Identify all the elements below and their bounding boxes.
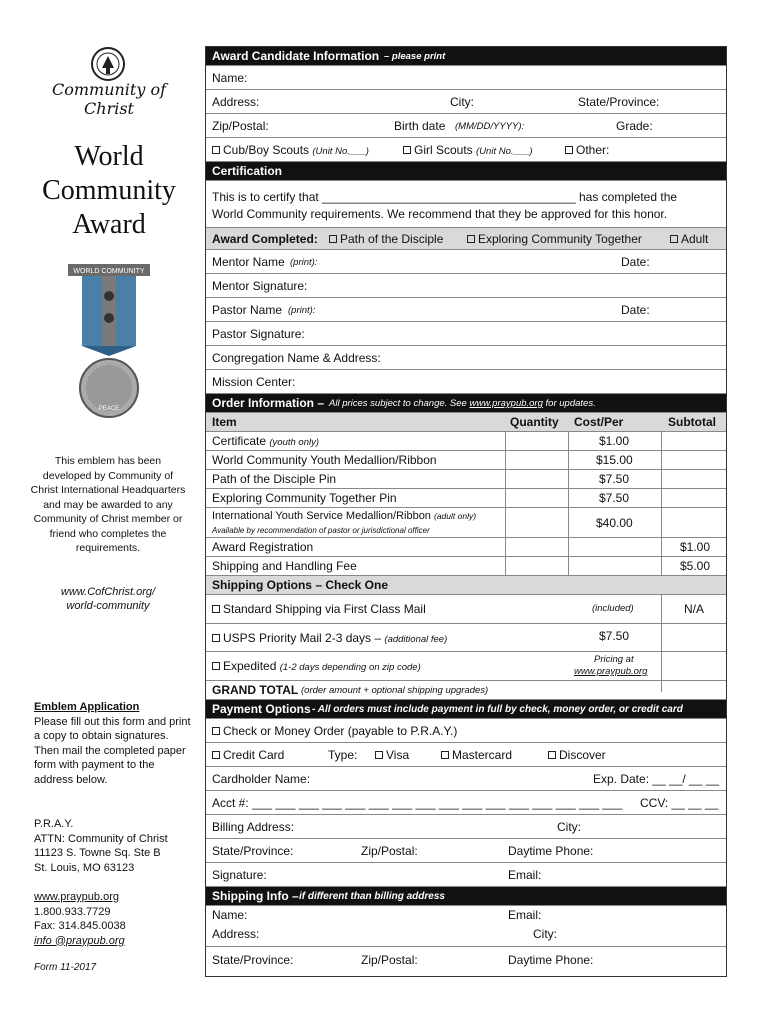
checkbox-icon — [212, 751, 220, 759]
application-title: Emblem Application — [34, 701, 140, 713]
field-label: City: — [557, 820, 581, 834]
field-label: Mentor Name — [212, 255, 285, 269]
community-of-christ-logo — [90, 46, 126, 82]
standard-shipping-checkbox[interactable] — [212, 602, 426, 616]
checkbox-label: Exploring Community Together — [478, 232, 642, 246]
checkbox-icon — [548, 751, 556, 759]
field-label: CCV: __ __ __ — [640, 796, 719, 810]
header-label: Payment Options — [212, 702, 311, 716]
ship-cost-link[interactable]: www.praypub.org — [574, 666, 648, 677]
checkbox-label: Discover — [559, 748, 606, 762]
field-label: Birth date — [394, 119, 446, 133]
page-title — [28, 140, 190, 242]
account-row[interactable] — [206, 791, 726, 815]
billing-address-row[interactable] — [206, 815, 726, 839]
item-label: Certificate — [212, 434, 267, 448]
checkbox-icon — [212, 727, 220, 735]
application-text: Please fill out this form and print a copy to obtain signatures. Then mail the completed paper form with payment to the address below. — [34, 715, 191, 786]
field-label: Address: — [212, 927, 260, 941]
item-label: Award Registration — [212, 540, 314, 554]
path-disciple-checkbox[interactable] — [329, 232, 443, 246]
note-text: for updates. — [545, 398, 596, 409]
ship-cost: $7.50 — [599, 629, 630, 643]
field-label: Daytime Phone: — [508, 953, 594, 967]
field-label: Date: — [621, 303, 650, 317]
congregation-row[interactable] — [206, 346, 726, 370]
item-note: (adult only) — [434, 511, 477, 521]
checkbox-note: (Unit No.___) — [312, 146, 369, 157]
ship-subtotal: N/A — [684, 602, 705, 616]
field-label: Daytime Phone: — [508, 844, 594, 858]
checkbox-icon — [212, 605, 220, 613]
pastor-name-row[interactable] — [206, 298, 726, 322]
ship-cost: (included) — [592, 603, 634, 614]
col-quantity: Quantity — [510, 415, 559, 429]
section-header-certification — [206, 162, 726, 181]
field-note: (print): — [288, 305, 316, 316]
header-label: Certification — [212, 164, 283, 178]
field-label: Zip/Postal: — [361, 953, 418, 967]
field-label: Name: — [212, 908, 248, 922]
medal-text: PEACE — [98, 406, 120, 412]
header-label: Shipping Info – — [212, 889, 299, 903]
billing-signature-row[interactable] — [206, 863, 726, 887]
credit-card-checkbox[interactable] — [212, 748, 284, 762]
girl-scouts-checkbox[interactable] — [403, 143, 533, 157]
checkbox-icon — [212, 634, 220, 642]
field-label: City: — [533, 927, 557, 941]
address-line: 11123 S. Towne Sq. Ste B — [34, 847, 161, 859]
item-subtotal: $1.00 — [680, 540, 711, 554]
payment-check-row[interactable] — [206, 719, 726, 743]
order-row-shipping-fee — [206, 557, 726, 576]
medal-ribbon-text: WORLD COMMUNITY — [73, 268, 145, 275]
field-label: City: — [450, 95, 474, 109]
header-note: - All orders must include payment in full by check, money order, or credit card — [312, 704, 683, 715]
field-label: Mentor Signature: — [212, 279, 308, 293]
candidate-zip-row[interactable] — [206, 114, 726, 138]
contact-fax: Fax: 314.845.0038 — [34, 920, 126, 932]
left-column — [0, 0, 200, 1024]
brand-name: Community of Christ — [51, 80, 167, 118]
discover-checkbox[interactable] — [548, 748, 606, 762]
field-label: Zip/Postal: — [361, 844, 418, 858]
check-money-order-checkbox[interactable] — [212, 724, 457, 738]
grand-total-note: (order amount + optional shipping upgrades) — [301, 685, 489, 696]
checkbox-label: Adult — [681, 232, 709, 246]
order-row-medallion — [206, 451, 726, 470]
cardholder-row[interactable] — [206, 767, 726, 791]
mission-center-row[interactable] — [206, 370, 726, 394]
item-cost: $7.50 — [599, 472, 630, 486]
visa-checkbox[interactable] — [375, 748, 409, 762]
section-header-shipping-options — [206, 576, 726, 595]
header-label: Order Information – — [212, 396, 325, 410]
item-subnote: Available by recommendation of pastor or jurisdictional officer — [212, 526, 430, 535]
ship-expedited-row[interactable] — [206, 652, 726, 681]
candidate-scouts-row — [206, 138, 726, 162]
mastercard-checkbox[interactable] — [441, 748, 512, 762]
award-completed-row — [206, 228, 726, 250]
contact-email-link[interactable]: info @praypub.org — [34, 934, 125, 947]
pastor-signature-row[interactable] — [206, 322, 726, 346]
field-label: Date: — [621, 255, 650, 269]
checkbox-icon — [212, 146, 220, 154]
field-label: Mission Center: — [212, 375, 296, 389]
candidate-name-row[interactable] — [206, 66, 726, 90]
checkbox-icon — [467, 235, 475, 243]
contact-web-link[interactable]: www.praypub.org — [34, 891, 119, 903]
shipping-name-row[interactable] — [206, 906, 726, 925]
item-label: International Youth Service Medallion/Ribbon — [212, 510, 431, 522]
section-header-candidate — [206, 47, 726, 66]
award-form — [205, 46, 727, 977]
item-label: Exploring Community Together Pin — [212, 491, 397, 505]
checkbox-label: USPS Priority Mail 2-3 days – — [223, 631, 382, 645]
exploring-community-checkbox[interactable] — [467, 232, 642, 246]
field-label: Email: — [508, 868, 542, 882]
address-line: St. Louis, MO 63123 — [34, 861, 135, 874]
checkbox-label: Mastercard — [452, 748, 513, 762]
contact-info — [34, 890, 194, 948]
checkbox-label: Credit Card — [223, 748, 285, 762]
item-cost: $40.00 — [596, 516, 633, 530]
website-line: world-community — [66, 600, 150, 612]
section-header-payment — [206, 700, 726, 719]
order-row-disciple-pin — [206, 470, 726, 489]
title-line: Award — [72, 209, 146, 240]
col-cost: Cost/Per — [574, 415, 624, 429]
field-label: Signature: — [212, 868, 267, 882]
checkbox-label: Standard Shipping via First Class Mail — [223, 602, 426, 616]
checkbox-icon — [329, 235, 337, 243]
field-label: State/Province: — [212, 844, 294, 858]
shipping-state-row[interactable] — [206, 947, 726, 976]
mentor-name-row[interactable] — [206, 250, 726, 274]
header-note — [329, 398, 596, 409]
checkbox-label: Visa — [386, 748, 410, 762]
certification-statement — [206, 181, 726, 228]
checkbox-icon — [212, 662, 220, 670]
checkbox-note: (1-2 days depending on zip code) — [279, 662, 421, 673]
header-note: if different than billing address — [299, 891, 445, 902]
item-cost: $7.50 — [599, 491, 630, 505]
shipping-address-row[interactable] — [206, 925, 726, 947]
field-label: State/Province: — [212, 953, 294, 967]
billing-state-row[interactable] — [206, 839, 726, 863]
note-text: All prices subject to change. See — [329, 398, 467, 409]
item-label: Shipping and Handling Fee — [212, 559, 357, 573]
grand-total-label: GRAND TOTAL — [212, 683, 299, 697]
order-row-certificate — [206, 432, 726, 451]
address-line: P.R.A.Y. — [34, 818, 74, 830]
item-cost: $15.00 — [596, 453, 633, 467]
section-header-shipping-info — [206, 887, 726, 906]
checkbox-icon — [375, 751, 383, 759]
form-number: Form 11-2017 — [34, 962, 97, 973]
field-label: Zip/Postal: — [212, 119, 269, 133]
cert-line: World Community requirements. We recommend that they be approved for this honor. — [212, 207, 668, 221]
checkbox-label: Other: — [576, 143, 610, 157]
col-item: Item — [212, 415, 237, 429]
address-line: ATTN: Community of Christ — [34, 832, 168, 845]
field-label: Grade: — [616, 119, 653, 133]
checkbox-label: Check or Money Order (payable to P.R.A.Y.) — [223, 724, 458, 738]
grand-total-row — [206, 681, 726, 700]
mailing-address — [34, 817, 194, 875]
expedited-shipping-checkbox[interactable] — [212, 659, 421, 673]
checkbox-label: Girl Scouts — [414, 143, 473, 157]
field-label: Cardholder Name: — [212, 772, 311, 786]
ship-cost-line: Pricing at — [594, 654, 634, 665]
emblem-application — [34, 700, 194, 787]
award-completed-label: Award Completed: — [212, 232, 318, 246]
item-label: Path of the Disciple Pin — [212, 472, 337, 486]
payment-card-row — [206, 743, 726, 767]
card-type-label: Type: — [328, 748, 358, 762]
col-subtotal: Subtotal — [668, 415, 716, 429]
header-label: Shipping Options – Check One — [212, 578, 389, 592]
field-label: Acct #: ___ ___ ___ ___ ___ ___ ___ ___ ___ ___ ___ ___ ___ ___ ___ ___ — [212, 796, 623, 810]
checkbox-icon — [403, 146, 411, 154]
emblem-note: This emblem has been developed by Community of Christ International Headquarters and may be awarded to any Community of Christ member or friend who completes the requirements. — [30, 455, 186, 554]
order-row-registration — [206, 538, 726, 557]
section-header-order — [206, 394, 726, 413]
header-note: – please print — [384, 51, 446, 62]
header-label: Award Candidate Information — [212, 49, 380, 63]
contact-phone: 1.800.933.7729 — [34, 905, 111, 918]
field-label: Address: — [212, 95, 260, 109]
ship-standard-row[interactable] — [206, 595, 726, 624]
item-note: (youth only) — [269, 437, 320, 448]
field-label: Email: — [508, 908, 542, 922]
field-label: State/Province: — [578, 95, 660, 109]
title-line: Community — [42, 175, 176, 206]
field-label: Exp. Date: __ __/ __ __ — [593, 772, 720, 786]
cub-scouts-checkbox[interactable] — [212, 143, 369, 157]
field-label: Pastor Name — [212, 303, 283, 317]
adult-checkbox[interactable] — [670, 232, 708, 246]
award-medal-image — [64, 262, 154, 418]
field-label: Name: — [212, 71, 248, 85]
checkbox-label: Cub/Boy Scouts — [223, 143, 310, 157]
checkbox-label: Path of the Disciple — [340, 232, 444, 246]
priority-shipping-checkbox[interactable] — [212, 631, 447, 645]
praypub-link[interactable]: www.praypub.org — [469, 398, 543, 409]
checkbox-label: Expedited — [223, 659, 277, 673]
item-subtotal: $5.00 — [680, 559, 711, 573]
website-link[interactable] — [30, 585, 186, 613]
field-note: (MM/DD/YYYY): — [455, 121, 525, 132]
checkbox-icon — [441, 751, 449, 759]
field-label: Billing Address: — [212, 820, 295, 834]
field-label: Congregation Name & Address: — [212, 351, 381, 365]
checkbox-note: (additional fee) — [384, 634, 448, 645]
cert-line: This is to certify that ______________________________________ has completed the — [212, 190, 678, 204]
other-checkbox[interactable] — [565, 143, 609, 157]
ship-priority-row[interactable] — [206, 624, 726, 652]
field-label: Pastor Signature: — [212, 327, 305, 341]
checkbox-note: (Unit No.___) — [476, 146, 533, 157]
order-table-header — [206, 413, 726, 432]
order-row-intl-medallion — [206, 508, 726, 538]
order-row-exploring-pin — [206, 489, 726, 508]
item-label: World Community Youth Medallion/Ribbon — [212, 453, 437, 467]
mentor-signature-row[interactable] — [206, 274, 726, 298]
candidate-address-row[interactable] — [206, 90, 726, 114]
website-line: www.CofChrist.org/ — [60, 586, 156, 598]
item-cost: $1.00 — [599, 434, 630, 448]
checkbox-icon — [670, 235, 678, 243]
field-note: (print): — [290, 257, 318, 268]
title-line: World — [74, 141, 144, 172]
checkbox-icon — [565, 146, 573, 154]
